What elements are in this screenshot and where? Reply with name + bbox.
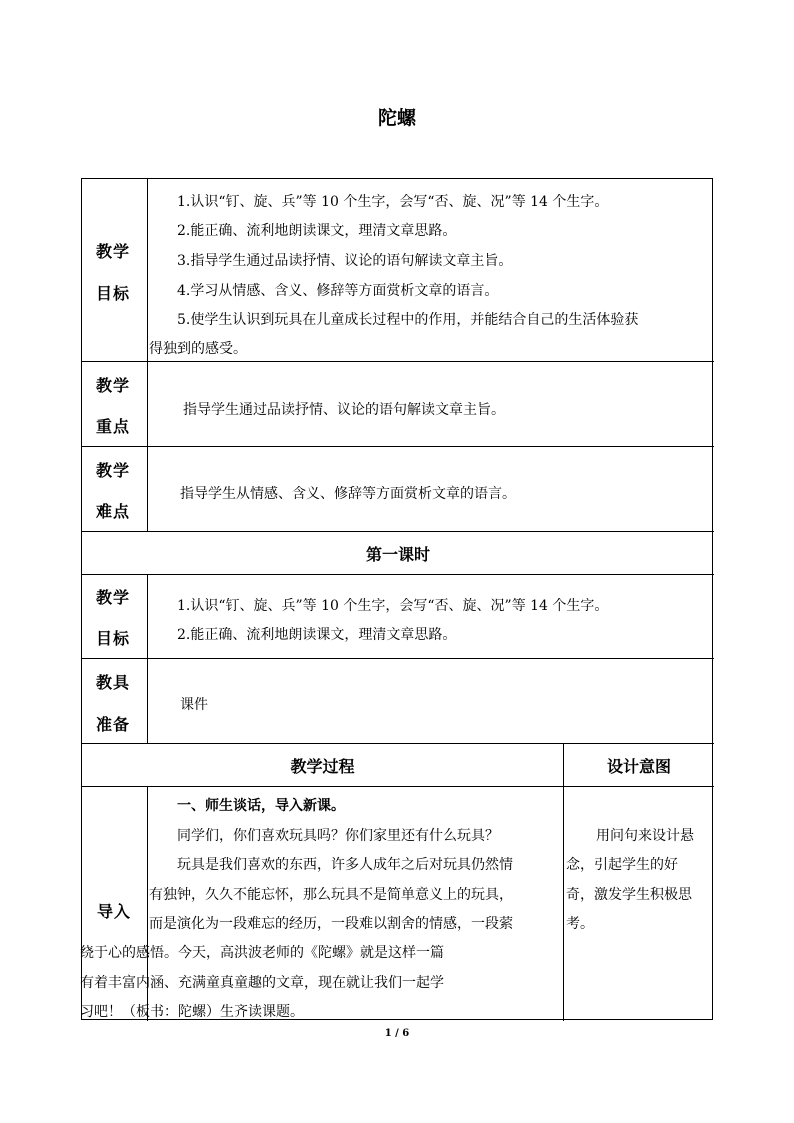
materials-label-2: 准备: [96, 715, 131, 734]
difficulties-text: 指导学生从情感、含义、修辞等方面赏析文章的语言。: [180, 486, 516, 502]
intent-line: 用问句来设计悬: [596, 828, 694, 844]
goal-item: 得独到的感受。: [149, 341, 247, 357]
key-points-text: 指导学生通过品读抒情、议论的语句解读文章主旨。: [183, 402, 505, 418]
column-divider: [147, 179, 148, 532]
materials-label-1: 教具: [96, 673, 131, 692]
intro-line: 有着丰富内涵、充满童真童趣的文章，现在就让我们一起学: [80, 975, 444, 991]
intro-line: 习吧！（板书：陀螺）生齐读课题。: [80, 1004, 304, 1020]
goal-item: 4.学习从情感、含义、修辞等方面赏析文章的语言。: [177, 283, 499, 299]
goals-label-1: 教学: [96, 242, 131, 261]
goal-item: 2.能正确、流利地朗读课文，理清文章思路。: [177, 223, 457, 239]
goal-item: 1.认识“钉、旋、兵”等 10 个生字，会写“否、旋、况”等 14 个生字。: [177, 194, 609, 210]
lesson-plan-table: [81, 178, 713, 1020]
intro-line: 而是演化为一段难忘的经历，一段难以割舍的情感，一段萦: [149, 916, 513, 932]
column-divider: [147, 574, 148, 744]
document-title: 陀螺: [377, 107, 416, 129]
lesson-goal-item: 1.认识“钉、旋、兵”等 10 个生字，会写“否、旋、况”等 14 个生字。: [177, 598, 609, 614]
lesson-goal-item: 2.能正确、流利地朗读课文，理清文章思路。: [177, 627, 457, 643]
row-divider: [82, 743, 714, 744]
difficulties-label-1: 教学: [96, 461, 131, 480]
goals-label-2: 目标: [96, 284, 131, 303]
intro-line: 绕于心的感悟。今天，高洪波老师的《陀螺》就是这样一篇: [80, 945, 444, 961]
intro-heading: 一、师生谈话，导入新课。: [177, 798, 345, 814]
intro-label: 导入: [97, 902, 132, 921]
row-divider: [82, 361, 714, 362]
page-number: 1 / 6: [384, 1028, 410, 1039]
row-divider: [82, 531, 714, 532]
column-divider: [563, 743, 564, 1021]
row-divider: [82, 574, 714, 575]
goal-item: 3.指导学生通过品读抒情、议论的语句解读文章主旨。: [177, 253, 513, 269]
row-divider: [82, 446, 714, 447]
lesson-goals-label-2: 目标: [96, 629, 131, 648]
key-points-label-2: 重点: [96, 417, 131, 436]
process-header: 教学过程: [290, 757, 355, 776]
key-points-label-1: 教学: [96, 376, 131, 395]
intent-line: 奇，激发学生积极思: [566, 887, 692, 903]
lesson-goals-label-1: 教学: [96, 588, 131, 607]
intent-header: 设计意图: [606, 757, 671, 776]
row-divider: [82, 786, 714, 787]
materials-text: 课件: [180, 697, 208, 713]
lesson-heading: 第一课时: [365, 545, 430, 564]
difficulties-label-2: 难点: [96, 502, 131, 521]
intent-line: 念，引起学生的好: [566, 857, 678, 873]
intro-line: 有独钟，久久不能忘怀，那么玩具不是简单意义上的玩具，: [149, 887, 513, 903]
goal-item: 5.使学生认识到玩具在儿童成长过程中的作用，并能结合自己的生活体验获: [177, 312, 639, 328]
intent-line: 考。: [566, 916, 594, 932]
intro-line: 玩具是我们喜欢的东西，许多人成年之后对玩具仍然情: [177, 857, 513, 873]
intro-line: 同学们，你们喜欢玩具吗？你们家里还有什么玩具？: [177, 828, 499, 844]
row-divider: [82, 658, 714, 659]
